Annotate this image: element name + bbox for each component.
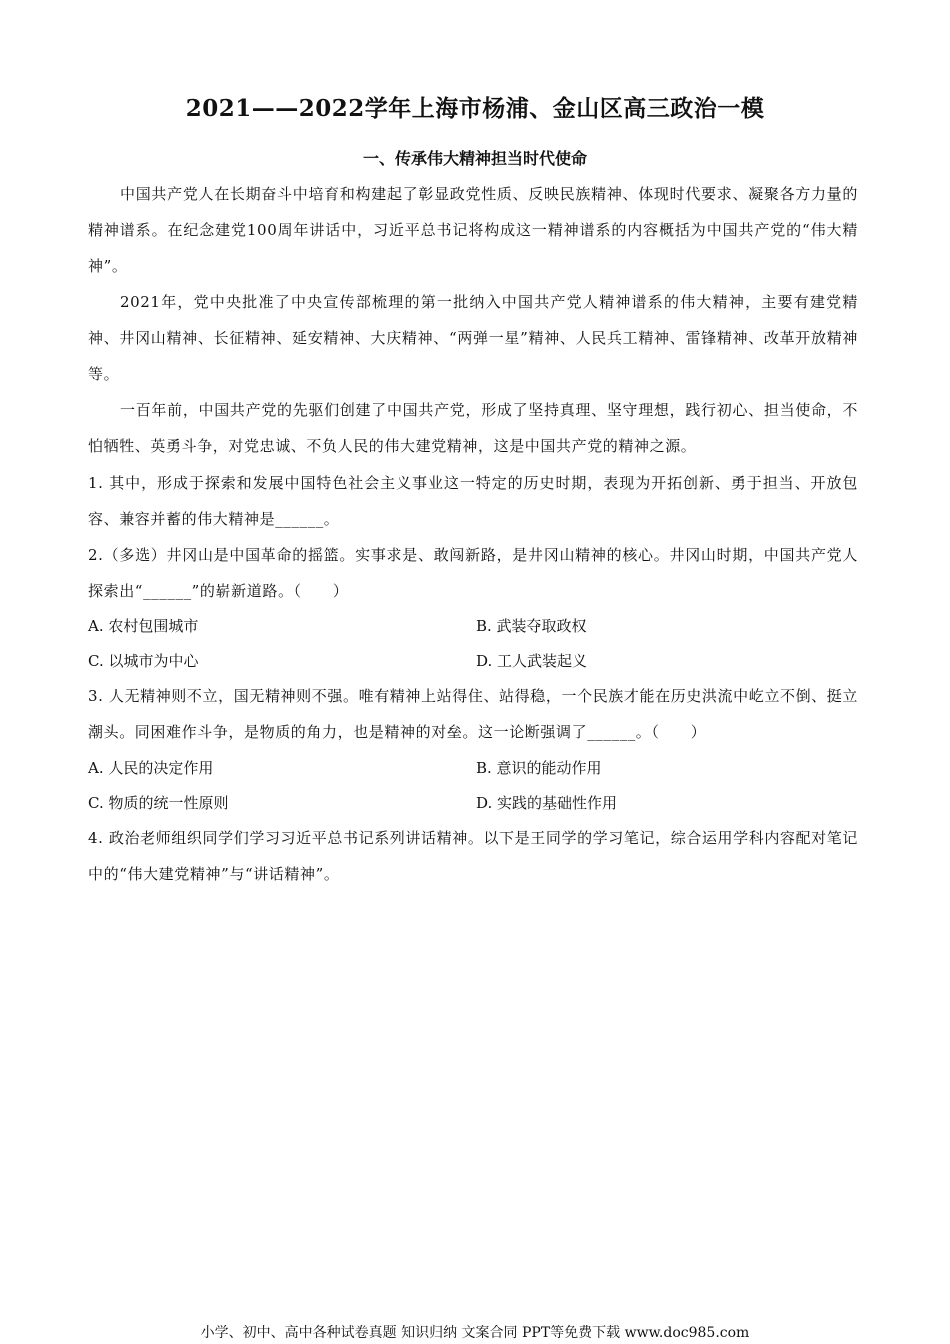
- question-2: 2.（多选）井冈山是中国革命的摇篮。实事求是、敢闯新路，是井冈山精神的核心。井冈山时期，中国共产党人探索出“______”的崭新道路。（ ）: [88, 546, 858, 600]
- question-3: 3. 人无精神则不立，国无精神则不强。唯有精神上站得住、站得稳，一个民族才能在历史洪流中屹立不倒、挺立潮头。同困难作斗争，是物质的角力，也是精神的对垒。这一论断强调了______。（ ）: [88, 687, 858, 741]
- section-title: 一、传承伟大精神担当时代使命: [362, 149, 587, 168]
- page-title: 2021——2022学年上海市杨浦、金山区高三政治一模: [185, 95, 765, 122]
- q2-option-c: C. 以城市为中心: [88, 652, 199, 670]
- q3-option-a: A. 人民的决定作用: [88, 759, 214, 777]
- page-footer: 小学、初中、高中各种试卷真题 知识归纳 文案合同 PPT等免费下载 www.doc985.com: [200, 1325, 750, 1341]
- q2-option-b: B. 武装夺取政权: [476, 617, 587, 635]
- question-1: 1. 其中，形成于探索和发展中国特色社会主义事业这一特定的历史时期，表现为开拓创新、勇于担当、开放包容、兼容并蓄的伟大精神是______。: [88, 474, 858, 528]
- paragraph-1: 中国共产党人在长期奋斗中培育和构建起了彰显政党性质、反映民族精神、体现时代要求、凝聚各方力量的精神谱系。在纪念建党100周年讲话中，习近平总书记将构成这一精神谱系的内容概括为中国共产党的“伟大精神”。: [88, 185, 858, 275]
- q3-option-c: C. 物质的统一性原则: [88, 794, 229, 812]
- question-4: 4. 政治老师组织同学们学习习近平总书记系列讲话精神。以下是王同学的学习笔记，综合运用学科内容配对笔记中的“伟大建党精神”与“讲话精神”。: [88, 829, 858, 883]
- paragraph-2: 2021年，党中央批准了中央宣传部梳理的第一批纳入中国共产党人精神谱系的伟大精神，主要有建党精神、井冈山精神、长征精神、延安精神、大庆精神、“两弹一星”精神、人民兵工精神、雷锋精神、改革开放精神等。: [88, 293, 858, 383]
- q3-option-d: D. 实践的基础性作用: [476, 794, 618, 812]
- q2-option-a: A. 农村包围城市: [88, 617, 199, 635]
- paragraph-3: 一百年前，中国共产党的先驱们创建了中国共产党，形成了坚持真理、坚守理想，践行初心、担当使命，不怕牺牲、英勇斗争，对党忠诚、不负人民的伟大建党精神，这是中国共产党的精神之源。: [88, 401, 858, 455]
- q3-option-b: B. 意识的能动作用: [476, 759, 602, 777]
- q2-option-d: D. 工人武装起义: [476, 652, 588, 670]
